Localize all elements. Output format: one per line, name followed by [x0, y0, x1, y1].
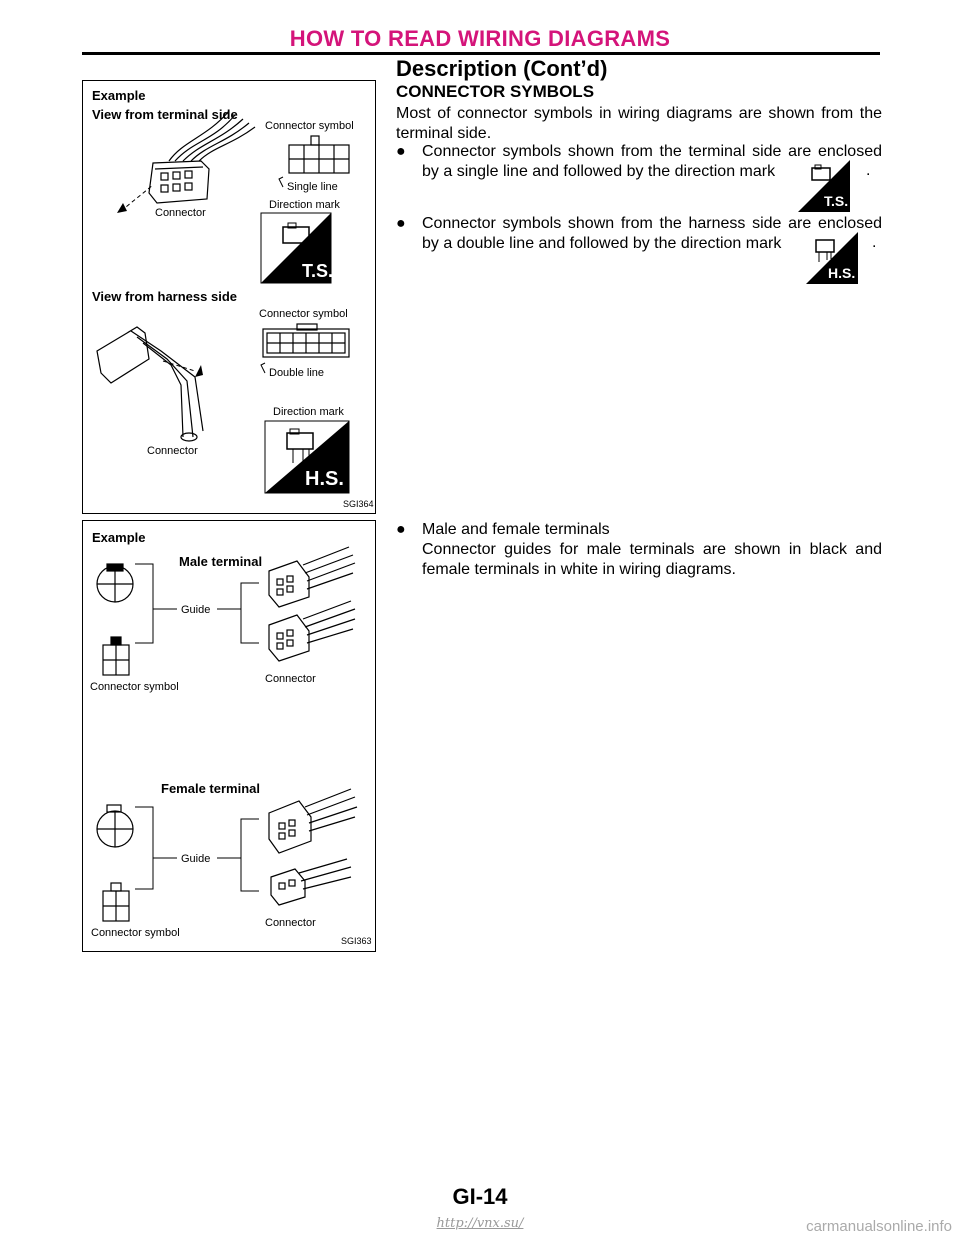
fig1-connector2-label: Connector: [147, 445, 198, 457]
intro-paragraph: Most of connector symbols in wiring diagrams are shown from the terminal side.: [396, 105, 882, 142]
fig1-connector-symbol2-label: Connector symbol: [259, 308, 348, 320]
female-guide-circle-symbol: [97, 805, 133, 847]
header-rule: [82, 52, 880, 55]
female-guide-square-symbol: [103, 883, 129, 921]
fig1-code: SGI364: [343, 499, 374, 509]
ts-direction-mark-icon: [261, 213, 333, 283]
fig2-connector2-label: Connector: [265, 917, 316, 929]
fig2-guide2-label: Guide: [181, 853, 211, 865]
fig1-single-line-label: Single line: [287, 181, 338, 193]
svg-text:T.S.: T.S.: [302, 261, 334, 281]
double-line-connector-symbol: [263, 324, 349, 357]
svg-text:T.S.: T.S.: [824, 193, 849, 209]
single-line-connector-symbol: [289, 136, 349, 173]
male-guide-square-symbol: [103, 637, 129, 675]
bullet-male-female-title: Male and female terminals: [422, 521, 610, 538]
figure-male-female-terminals: [82, 520, 376, 952]
fig2-connector-symbol-label: Connector symbol: [90, 681, 179, 693]
bullet-male-female: [396, 520, 882, 580]
page-subtitle: Description (Cont’d): [396, 56, 608, 81]
bullet-harness-side-period: .: [872, 234, 877, 251]
watermark: carmanualsonline.info: [806, 1218, 952, 1235]
male-connector-drawing: [269, 547, 355, 661]
bullet-harness-side-text: Connector symbols shown from the harness side are enclosed by a double line and followed by the direction mark: [422, 215, 882, 252]
hs-direction-mark-icon: [265, 421, 349, 493]
fig2-male-terminal-label: Male terminal: [179, 554, 263, 569]
bullet-mark: ●: [396, 215, 406, 232]
female-connector-drawing: [269, 789, 357, 905]
section-title: CONNECTOR SYMBOLS: [396, 82, 595, 101]
connector-drawing-1: [149, 111, 255, 203]
fig1-direction-mark-label: Direction mark: [269, 199, 340, 211]
fig2-example-label: Example: [92, 530, 146, 545]
fig1-connector-label: Connector: [155, 207, 206, 219]
bullet-male-female-body: Connector guides for male terminals are shown in black and female terminals in white in wiring diagrams.: [422, 541, 882, 578]
page-header-title: HOW TO READ WIRING DIAGRAMS: [289, 26, 671, 51]
fig2-guide-label: Guide: [181, 604, 211, 616]
fig1-view-terminal-label: View from terminal side: [92, 107, 238, 122]
bullet-mark: ●: [396, 143, 406, 160]
fig2-connector-label: Connector: [265, 673, 316, 685]
fig1-direction-mark2-label: Direction mark: [273, 406, 344, 418]
footer-url-link[interactable]: http://vnx.su/: [436, 1216, 524, 1231]
fig1-view-harness-label: View from harness side: [92, 289, 237, 304]
inline-hs-mark-icon: [806, 232, 858, 289]
fig1-connector-symbol-label: Connector symbol: [265, 120, 354, 132]
inline-ts-mark-icon: [798, 160, 850, 217]
fig1-example-label: Example: [92, 88, 146, 103]
fig1-double-line-label: Double line: [269, 367, 325, 379]
bullet-mark: ●: [396, 521, 406, 538]
bullet-terminal-side-text: Connector symbols shown from the terminal side are enclosed by a single line and followed by the direction mark: [422, 143, 882, 180]
fig2-code: SGI363: [341, 936, 372, 946]
male-guide-circle-symbol: [97, 564, 133, 602]
fig2-female-terminal-label: Female terminal: [161, 781, 260, 796]
svg-text:H.S.: H.S.: [828, 265, 856, 281]
connector-drawing-2: [97, 327, 203, 441]
bullet-terminal-side-period: .: [866, 162, 871, 179]
page-number: GI-14: [452, 1184, 508, 1209]
svg-text:H.S.: H.S.: [305, 468, 344, 490]
figure-connector-symbols: [82, 80, 376, 514]
fig2-connector-symbol2-label: Connector symbol: [91, 927, 180, 939]
